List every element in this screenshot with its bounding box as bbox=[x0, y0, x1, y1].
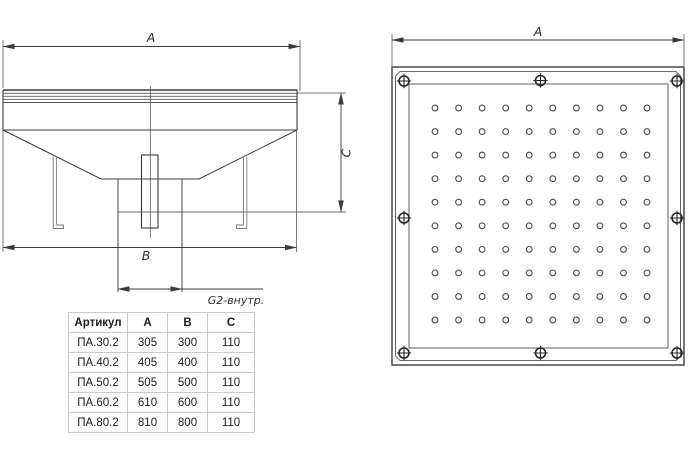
perforation-hole bbox=[526, 270, 532, 276]
table-row bbox=[69, 333, 255, 353]
perforation-hole bbox=[597, 294, 603, 300]
perforation-hole bbox=[456, 223, 462, 229]
perforation-hole bbox=[574, 176, 580, 182]
screws-group bbox=[397, 73, 684, 360]
perforation-hole bbox=[597, 129, 603, 135]
perforation-hole bbox=[479, 317, 485, 323]
perforation-hole bbox=[574, 105, 580, 111]
table-cell: 110 bbox=[208, 393, 255, 413]
side-view-drawing bbox=[3, 30, 354, 307]
perforation-hole bbox=[621, 223, 627, 229]
table-cell: ПА.30.2 bbox=[69, 333, 128, 353]
perforation-hole bbox=[503, 270, 509, 276]
dim-label-c: C bbox=[338, 148, 354, 158]
top-view-drawing bbox=[392, 24, 684, 365]
perforation-hole bbox=[644, 270, 650, 276]
screw-icon bbox=[670, 346, 684, 360]
perforation-hole bbox=[550, 294, 556, 300]
perforation-hole bbox=[456, 176, 462, 182]
perforation-hole bbox=[479, 105, 485, 111]
perforation-hole bbox=[621, 199, 627, 205]
perforation-hole bbox=[550, 105, 556, 111]
perforation-hole bbox=[479, 199, 485, 205]
perforation-hole bbox=[644, 247, 650, 253]
dim-label-a-top: A bbox=[533, 24, 543, 39]
table-cell: 500 bbox=[168, 373, 208, 393]
perforation-hole bbox=[503, 105, 509, 111]
perforation-hole bbox=[597, 152, 603, 158]
table-cell: 400 bbox=[168, 353, 208, 373]
dim-b-extension-lines bbox=[3, 130, 297, 252]
plate-inner-frame bbox=[409, 84, 668, 348]
perforation-hole bbox=[456, 270, 462, 276]
left-bracket bbox=[53, 157, 63, 229]
perforation-hole bbox=[479, 247, 485, 253]
perforation-hole bbox=[644, 199, 650, 205]
perforation-hole bbox=[597, 223, 603, 229]
perforation-hole bbox=[479, 294, 485, 300]
perforation-hole bbox=[550, 247, 556, 253]
plate-outer-edge bbox=[392, 67, 684, 365]
threaded-pipe bbox=[142, 155, 159, 228]
perforation-hole bbox=[526, 129, 532, 135]
perforation-hole bbox=[644, 317, 650, 323]
table-row bbox=[69, 353, 255, 373]
perforation-hole bbox=[550, 317, 556, 323]
table-cell: 810 bbox=[128, 413, 168, 433]
perforation-hole bbox=[526, 152, 532, 158]
perforation-hole bbox=[479, 129, 485, 135]
perforation-hole bbox=[479, 270, 485, 276]
perforation-hole bbox=[503, 317, 509, 323]
perforation-hole bbox=[550, 176, 556, 182]
perforation-hole bbox=[621, 247, 627, 253]
table-cell: ПА.60.2 bbox=[69, 393, 128, 413]
perforation-hole bbox=[456, 317, 462, 323]
perforation-hole bbox=[621, 317, 627, 323]
perforation-hole bbox=[621, 129, 627, 135]
screw-icon bbox=[670, 211, 684, 225]
perforation-hole bbox=[526, 317, 532, 323]
perforation-hole bbox=[574, 294, 580, 300]
table-cell: 600 bbox=[168, 393, 208, 413]
perforation-hole bbox=[550, 270, 556, 276]
table-row bbox=[69, 413, 255, 433]
perforation-holes-group bbox=[432, 105, 650, 323]
perforation-hole bbox=[621, 105, 627, 111]
perforation-hole bbox=[503, 129, 509, 135]
table-cell: 505 bbox=[128, 373, 168, 393]
perforation-hole bbox=[597, 317, 603, 323]
perforation-hole bbox=[456, 294, 462, 300]
perforation-hole bbox=[574, 247, 580, 253]
perforation-hole bbox=[432, 294, 438, 300]
screw-icon bbox=[533, 73, 547, 87]
perforation-hole bbox=[526, 199, 532, 205]
perforation-hole bbox=[432, 317, 438, 323]
dim-a-extension-lines bbox=[3, 40, 300, 91]
perforation-hole bbox=[456, 105, 462, 111]
dim-label-a-side: A bbox=[146, 30, 156, 45]
perforation-hole bbox=[550, 152, 556, 158]
perforation-hole bbox=[597, 199, 603, 205]
perforation-hole bbox=[503, 247, 509, 253]
perforation-hole bbox=[526, 105, 532, 111]
perforation-hole bbox=[432, 270, 438, 276]
perforation-hole bbox=[432, 176, 438, 182]
perforation-hole bbox=[432, 223, 438, 229]
perforation-hole bbox=[644, 152, 650, 158]
right-bracket bbox=[237, 157, 247, 229]
thread-label: G2-внутр. bbox=[207, 294, 265, 307]
table-cell: ПА.40.2 bbox=[69, 353, 128, 373]
table-row bbox=[69, 373, 255, 393]
table-cell: ПА.50.2 bbox=[69, 373, 128, 393]
perforation-hole bbox=[503, 199, 509, 205]
perforation-hole bbox=[597, 247, 603, 253]
perforation-hole bbox=[550, 129, 556, 135]
perforation-hole bbox=[550, 199, 556, 205]
perforation-hole bbox=[574, 270, 580, 276]
screw-icon bbox=[670, 74, 684, 88]
perforation-hole bbox=[432, 247, 438, 253]
table-header-cell: C bbox=[208, 313, 255, 333]
table-cell: ПА.80.2 bbox=[69, 413, 128, 433]
perforation-hole bbox=[526, 176, 532, 182]
perforation-hole bbox=[456, 199, 462, 205]
table-header-cell: Артикул bbox=[69, 313, 128, 333]
perforation-hole bbox=[479, 176, 485, 182]
plate-rim-edge bbox=[396, 72, 681, 361]
perforation-hole bbox=[456, 152, 462, 158]
perforation-hole bbox=[597, 176, 603, 182]
perforation-hole bbox=[432, 199, 438, 205]
perforation-hole bbox=[526, 294, 532, 300]
perforation-hole bbox=[574, 223, 580, 229]
perforation-hole bbox=[526, 247, 532, 253]
perforation-hole bbox=[574, 129, 580, 135]
perforation-hole bbox=[621, 270, 627, 276]
perforation-hole bbox=[432, 152, 438, 158]
perforation-hole bbox=[621, 152, 627, 158]
perforation-hole bbox=[503, 223, 509, 229]
perforation-hole bbox=[644, 105, 650, 111]
table-cell: 405 bbox=[128, 353, 168, 373]
perforation-hole bbox=[621, 176, 627, 182]
perforation-hole bbox=[574, 199, 580, 205]
table-cell: 800 bbox=[168, 413, 208, 433]
table-header-row bbox=[69, 313, 255, 333]
perforation-hole bbox=[432, 129, 438, 135]
perforation-hole bbox=[621, 294, 627, 300]
perforation-hole bbox=[574, 152, 580, 158]
table-header-cell: B bbox=[168, 313, 208, 333]
perforation-hole bbox=[574, 317, 580, 323]
table-cell: 110 bbox=[208, 353, 255, 373]
perforation-hole bbox=[644, 223, 650, 229]
perforation-hole bbox=[526, 223, 532, 229]
perforation-hole bbox=[456, 247, 462, 253]
perforation-hole bbox=[644, 294, 650, 300]
spec-table bbox=[68, 312, 255, 433]
perforation-hole bbox=[644, 176, 650, 182]
table-cell: 300 bbox=[168, 333, 208, 353]
perforation-hole bbox=[456, 129, 462, 135]
perforation-hole bbox=[503, 152, 509, 158]
table-cell: 110 bbox=[208, 413, 255, 433]
perforation-hole bbox=[503, 294, 509, 300]
table-cell: 610 bbox=[128, 393, 168, 413]
perforation-hole bbox=[644, 129, 650, 135]
perforation-hole bbox=[597, 105, 603, 111]
perforation-hole bbox=[432, 105, 438, 111]
table-row bbox=[69, 393, 255, 413]
table-header-cell: A bbox=[128, 313, 168, 333]
table-cell: 110 bbox=[208, 373, 255, 393]
perforation-hole bbox=[479, 223, 485, 229]
perforation-hole bbox=[550, 223, 556, 229]
table-cell: 305 bbox=[128, 333, 168, 353]
perforation-hole bbox=[479, 152, 485, 158]
perforation-hole bbox=[503, 176, 509, 182]
table-cell: 110 bbox=[208, 333, 255, 353]
dim-label-b: B bbox=[141, 248, 151, 263]
perforation-hole bbox=[597, 270, 603, 276]
